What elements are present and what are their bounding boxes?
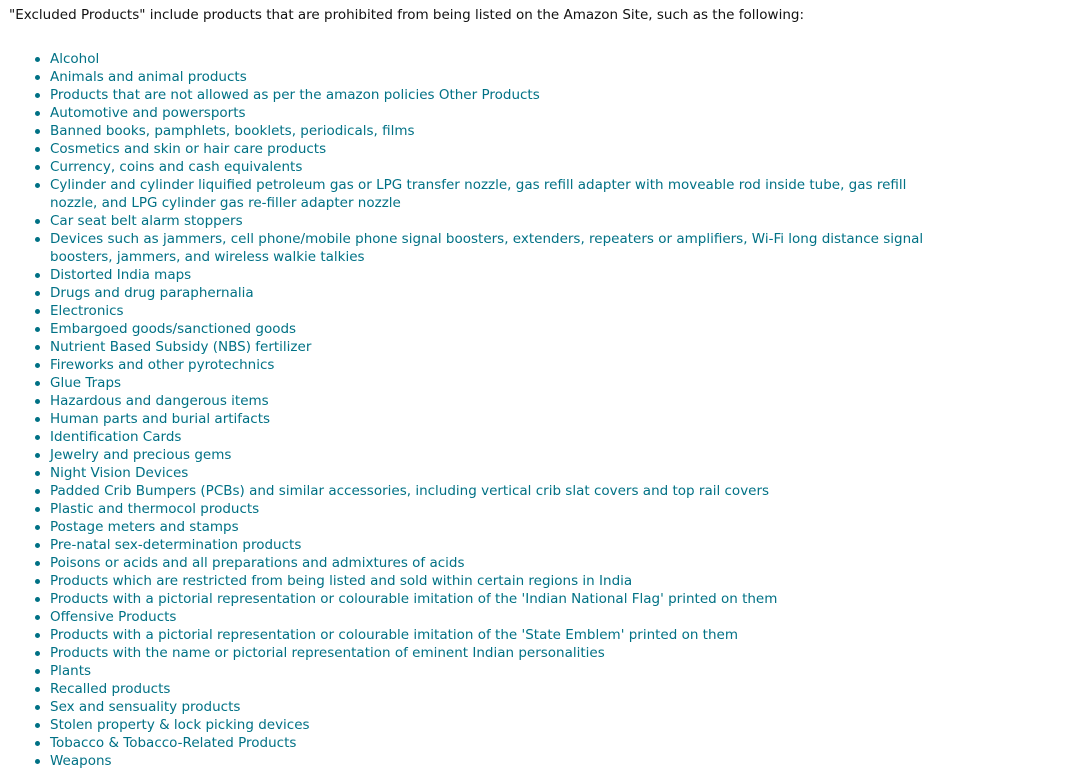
- list-item[interactable]: [50, 698, 950, 716]
- list-item[interactable]: [50, 446, 950, 464]
- list-item[interactable]: [50, 518, 950, 536]
- list-item[interactable]: [50, 50, 950, 68]
- list-item[interactable]: [50, 428, 950, 446]
- list-item[interactable]: [50, 482, 950, 500]
- list-item[interactable]: [50, 536, 950, 554]
- list-item[interactable]: [50, 320, 950, 338]
- list-item[interactable]: [50, 104, 950, 122]
- list-item-link[interactable]: Drugs and drug paraphernalia: [50, 285, 254, 301]
- list-item[interactable]: [50, 158, 950, 176]
- list-item[interactable]: [50, 374, 950, 392]
- list-item[interactable]: [50, 68, 950, 86]
- list-item-link[interactable]: Nutrient Based Subsidy (NBS) fertilizer: [50, 339, 312, 355]
- list-item[interactable]: [50, 500, 950, 518]
- list-item[interactable]: [50, 716, 950, 734]
- list-item-link[interactable]: Distorted India maps: [50, 267, 192, 283]
- list-item-link[interactable]: Stolen property & lock picking devices: [50, 717, 310, 733]
- list-item-link[interactable]: Tobacco & Tobacco-Related Products: [50, 735, 297, 751]
- list-item[interactable]: [50, 680, 950, 698]
- list-item-link[interactable]: Plants: [50, 663, 92, 679]
- list-item-link[interactable]: Offensive Products: [50, 609, 177, 625]
- list-item-link[interactable]: Pre-natal sex-determination products: [50, 537, 302, 553]
- list-item-link[interactable]: Human parts and burial artifacts: [50, 411, 271, 427]
- list-item-link[interactable]: Currency, coins and cash equivalents: [50, 159, 303, 175]
- list-item[interactable]: [50, 554, 950, 572]
- list-item-link[interactable]: Alcohol: [50, 51, 100, 67]
- list-item-link[interactable]: Weapons: [50, 753, 112, 769]
- list-item[interactable]: [50, 572, 950, 590]
- list-item-link[interactable]: Products with the name or pictorial representation of eminent Indian personalities: [50, 645, 605, 661]
- list-item[interactable]: [50, 734, 950, 752]
- list-item-link[interactable]: Postage meters and stamps: [50, 519, 239, 535]
- list-item-link[interactable]: Night Vision Devices: [50, 465, 189, 481]
- list-item-link[interactable]: Products that are not allowed as per the amazon policies Other Products: [50, 87, 540, 103]
- list-item-link[interactable]: Cylinder and cylinder liquified petroleum gas or LPG transfer nozzle, gas refill adapter with moveable rod inside tube, gas refill nozzle, and LPG cylinder gas re-filler adapter nozzle: [50, 177, 907, 211]
- list-item[interactable]: [50, 752, 950, 770]
- list-item-link[interactable]: Car seat belt alarm stoppers: [50, 213, 243, 229]
- list-item[interactable]: [50, 662, 950, 680]
- list-item-link[interactable]: Devices such as jammers, cell phone/mobile phone signal boosters, extenders, repeaters or amplifiers, Wi-Fi long distance signal boosters, jammers, and wireless walkie talkies: [50, 231, 924, 265]
- list-item[interactable]: [50, 230, 950, 266]
- list-item-link[interactable]: Padded Crib Bumpers (PCBs) and similar accessories, including vertical crib slat covers and top rail covers: [50, 483, 770, 499]
- list-item[interactable]: [50, 356, 950, 374]
- list-item-link[interactable]: Hazardous and dangerous items: [50, 393, 269, 409]
- list-item[interactable]: [50, 266, 950, 284]
- list-item-link[interactable]: Poisons or acids and all preparations and admixtures of acids: [50, 555, 465, 571]
- list-item-link[interactable]: Automotive and powersports: [50, 105, 246, 121]
- list-item-link[interactable]: Cosmetics and skin or hair care products: [50, 141, 327, 157]
- list-item[interactable]: [50, 644, 950, 662]
- list-item-link[interactable]: Products which are restricted from being listed and sold within certain regions in India: [50, 573, 633, 589]
- list-item[interactable]: [50, 140, 950, 158]
- list-item[interactable]: [50, 590, 950, 608]
- list-item[interactable]: [50, 176, 950, 212]
- list-item[interactable]: [50, 410, 950, 428]
- list-item[interactable]: [50, 302, 950, 320]
- list-item[interactable]: [50, 338, 950, 356]
- list-item[interactable]: [50, 284, 950, 302]
- list-item-link[interactable]: Animals and animal products: [50, 69, 247, 85]
- list-item-link[interactable]: Banned books, pamphlets, booklets, periodicals, films: [50, 123, 415, 139]
- list-item[interactable]: [50, 122, 950, 140]
- list-item-link[interactable]: Recalled products: [50, 681, 171, 697]
- list-item-link[interactable]: Sex and sensuality products: [50, 699, 241, 715]
- list-item[interactable]: [50, 212, 950, 230]
- list-item[interactable]: [50, 464, 950, 482]
- list-item-link[interactable]: Identification Cards: [50, 429, 182, 445]
- list-item-link[interactable]: Fireworks and other pyrotechnics: [50, 357, 275, 373]
- list-item-link[interactable]: Electronics: [50, 303, 124, 319]
- list-item[interactable]: [50, 392, 950, 410]
- excluded-products-list: [9, 50, 950, 770]
- list-item-link[interactable]: Jewelry and precious gems: [50, 447, 232, 463]
- intro-text: "Excluded Products" include products that are prohibited from being listed on the Amazon Site, such as the following:: [9, 7, 804, 23]
- list-item-link[interactable]: Glue Traps: [50, 375, 122, 391]
- list-item-link[interactable]: Embargoed goods/sanctioned goods: [50, 321, 297, 337]
- list-item[interactable]: [50, 626, 950, 644]
- list-item[interactable]: [50, 86, 950, 104]
- list-item-link[interactable]: Products with a pictorial representation or colourable imitation of the 'State Emblem' printed on them: [50, 627, 738, 643]
- list-item-link[interactable]: Plastic and thermocol products: [50, 501, 260, 517]
- list-item[interactable]: [50, 608, 950, 626]
- list-item-link[interactable]: Products with a pictorial representation or colourable imitation of the 'Indian National Flag' printed on them: [50, 591, 778, 607]
